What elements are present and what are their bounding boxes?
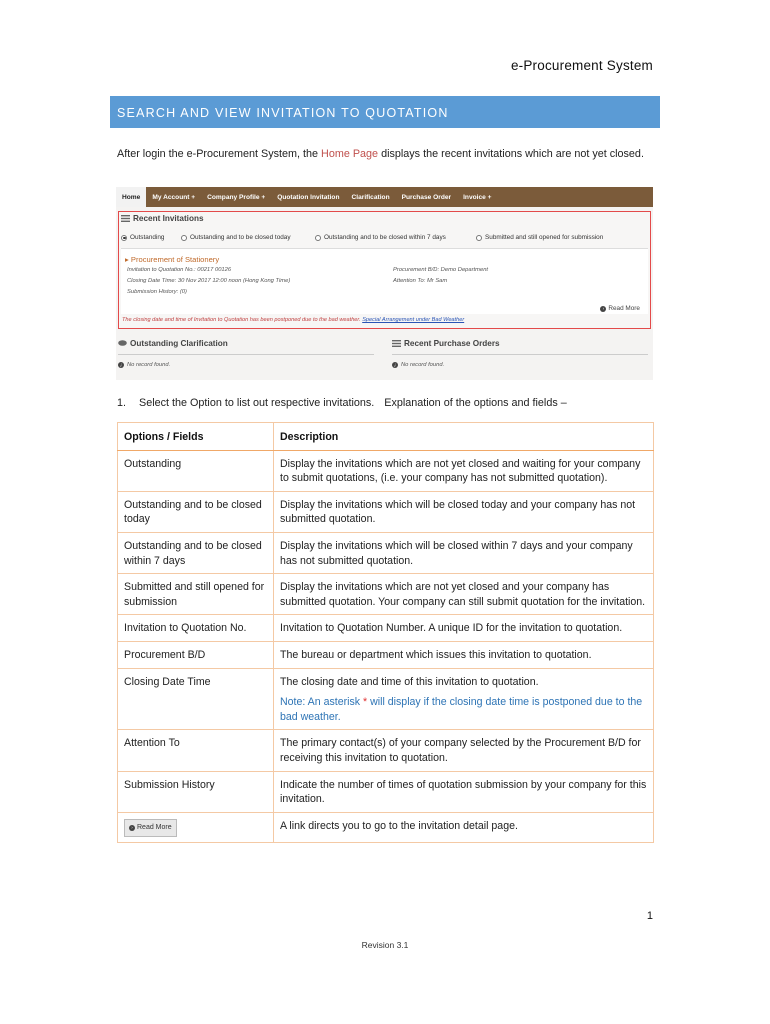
table-row <box>118 491 654 532</box>
invitation-card <box>121 248 648 314</box>
radio-label: Outstanding and to be closed today <box>190 234 291 241</box>
read-more-link[interactable] <box>600 305 640 312</box>
radio-closed-within-7-days[interactable] <box>315 234 446 241</box>
nav-tab-home[interactable]: Home <box>116 187 146 207</box>
column-header-description: Description <box>274 423 654 451</box>
column-header-options: Options / Fields <box>118 423 274 451</box>
step-text: Select the Option to list out respective invitations. <box>139 397 375 409</box>
field-name: Outstanding and to be closed today <box>118 491 274 532</box>
caret-right-icon: ▸ <box>125 255 131 264</box>
purchase-orders-title: Recent Purchase Orders <box>404 339 500 348</box>
field-name: Closing Date Time <box>118 668 274 730</box>
nav-tab-quotation-invitation[interactable]: Quotation Invitation <box>277 193 340 201</box>
info-icon: i <box>392 362 398 368</box>
table-row <box>118 615 654 642</box>
table-row <box>118 812 654 843</box>
invitation-no-value: Invitation to Quotation No.: 00217 00126 <box>127 267 232 273</box>
field-name: Invitation to Quotation No. <box>118 615 274 642</box>
postpone-notice <box>122 317 464 323</box>
list-icon <box>392 340 401 347</box>
radio-closed-today[interactable] <box>181 234 291 241</box>
field-name: Outstanding and to be closed within 7 days <box>118 532 274 573</box>
divider <box>392 354 648 355</box>
chat-icon <box>118 340 127 347</box>
procurement-title-text: Procurement of Stationery <box>130 255 220 264</box>
recent-invitations-panel <box>118 211 651 329</box>
radio-submitted-still-open[interactable] <box>476 234 603 241</box>
field-name: Submission History <box>118 771 274 812</box>
field-name: Submitted and still opened for submission <box>118 574 274 615</box>
nav-tab-purchase-order[interactable]: Purchase Order <box>401 193 452 201</box>
home-page-screenshot <box>116 187 653 380</box>
field-name: Procurement B/D <box>118 641 274 668</box>
note-text: will display if the closing date time is postponed due to the bad weather. <box>280 696 643 723</box>
field-description: The primary contact(s) of your company selected by the Procurement B/D for receiving this invitation to quotation. <box>274 730 654 771</box>
intro-paragraph <box>117 146 647 162</box>
step-number: 1. <box>117 397 127 409</box>
revision-label: Revision 3.1 <box>361 940 409 950</box>
nav-tab-my-account[interactable]: My Account + <box>152 193 196 201</box>
bad-weather-link[interactable]: Special Arrangement under Bad Weather <box>362 317 465 323</box>
radio-dot[interactable] <box>121 235 127 241</box>
field-description: Display the invitations which will be closed within 7 days and your company has not submitted quotation. <box>274 532 654 573</box>
clarification-no-record <box>118 362 170 368</box>
field-description: Display the invitations which are not yet closed and your company has submitted quotation. Your company can still submit quotation for the invitation. <box>274 574 654 615</box>
document-header: e-Procurement System <box>510 58 653 73</box>
recent-invitations-heading <box>121 214 204 223</box>
main-nav-bar <box>116 187 653 207</box>
section-title-bar: SEARCH AND VIEW INVITATION TO QUOTATION <box>110 96 660 128</box>
radio-label: Submitted and still opened for submission <box>485 234 604 241</box>
radio-dot[interactable] <box>476 235 482 241</box>
closing-date-note <box>274 694 654 730</box>
read-more-sample-label: Read More <box>137 823 172 831</box>
table-row <box>118 730 654 771</box>
table-row <box>118 771 654 812</box>
radio-dot[interactable] <box>181 235 187 241</box>
outstanding-clarification-heading <box>118 339 228 348</box>
radio-dot[interactable] <box>315 235 321 241</box>
table-header-row <box>118 423 654 451</box>
info-icon: i <box>118 362 124 368</box>
closing-date-value: Closing Date Time: 30 Nov 2017 12:00 noon (Hong Kong Time) <box>127 278 291 284</box>
nav-tab-invoice[interactable]: Invoice + <box>463 193 492 201</box>
field-description: A link directs you to go to the invitation detail page. <box>274 812 654 843</box>
read-more-button-sample[interactable] <box>124 819 177 838</box>
recent-invitations-title: Recent Invitations <box>133 214 204 223</box>
table-row <box>118 532 654 573</box>
radio-outstanding[interactable] <box>121 234 164 241</box>
divider <box>118 354 374 355</box>
procurement-bd-value: Procurement B/D: Demo Department <box>393 267 489 273</box>
table-row <box>118 641 654 668</box>
field-name <box>118 812 274 843</box>
no-record-text: No record found. <box>127 362 171 368</box>
table-row <box>118 450 654 491</box>
intro-text-after: displays the recent invitations which are not yet closed. <box>378 148 644 160</box>
step-1 <box>117 397 567 409</box>
field-name: Attention To <box>118 730 274 771</box>
asterisk-marker: * <box>363 696 368 709</box>
field-description: The closing date and time of this invitation to quotation. <box>274 668 654 694</box>
field-description: The bureau or department which issues this invitation to quotation. <box>274 641 654 668</box>
table-row <box>118 574 654 615</box>
page-number: 1 <box>646 910 653 922</box>
list-icon <box>121 215 130 222</box>
field-description: Display the invitations which will be closed today and your company has not submitted quotation. <box>274 491 654 532</box>
nav-tab-company-profile[interactable]: Company Profile + <box>207 193 266 201</box>
note-text: Note: An asterisk <box>280 696 364 709</box>
table-row <box>118 668 654 694</box>
recent-purchase-orders-heading <box>392 339 500 348</box>
postpone-text: The closing date and time of Invitation to Quotation has been postponed due to the bad weather. <box>122 317 361 323</box>
step-explanation: Explanation of the options and fields – <box>384 397 567 409</box>
purchase-orders-no-record <box>392 362 444 368</box>
radio-label: Outstanding <box>130 234 165 241</box>
field-description: Display the invitations which are not yet closed and waiting for your company to submit quotations, (i.e. your company has not submitted quotation). <box>274 450 654 491</box>
clarification-title: Outstanding Clarification <box>130 339 228 348</box>
field-description: Indicate the number of times of quotation submission by your company for this invitation. <box>274 771 654 812</box>
no-record-text: No record found. <box>401 362 445 368</box>
field-name: Outstanding <box>118 450 274 491</box>
options-fields-table <box>117 422 654 843</box>
attention-to-value: Attention To: Mr Sam <box>393 278 448 284</box>
submission-history-value[interactable]: Submission History: (0) <box>127 289 187 295</box>
home-page-link[interactable]: Home Page <box>321 148 379 160</box>
procurement-title[interactable] <box>125 255 219 264</box>
read-more-label: Read More <box>608 305 640 312</box>
field-description: Invitation to Quotation Number. A unique ID for the invitation to quotation. <box>274 615 654 642</box>
intro-text-before: After login the e-Procurement System, the <box>117 148 322 160</box>
radio-label: Outstanding and to be closed within 7 days <box>324 234 446 241</box>
nav-tab-clarification[interactable]: Clarification <box>351 193 390 201</box>
arrow-circle-icon: › <box>600 306 606 312</box>
arrow-circle-icon: › <box>129 825 135 831</box>
